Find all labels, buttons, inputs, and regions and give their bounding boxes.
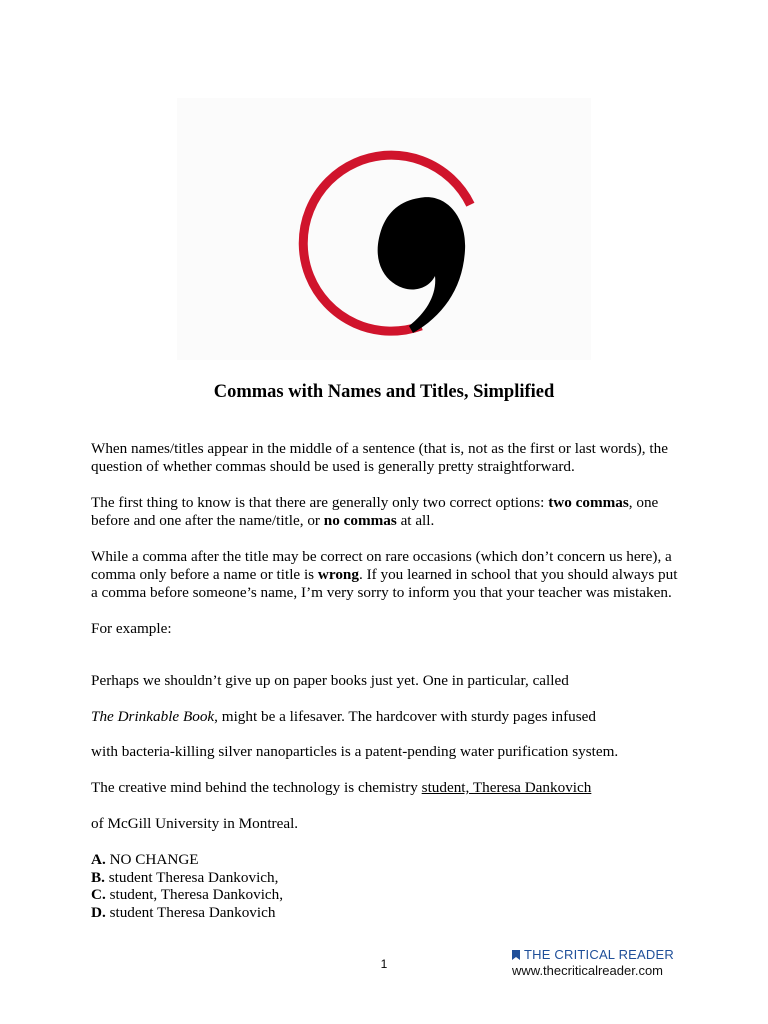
book-title: The Drinkable Book (91, 708, 215, 725)
passage-line-1: Perhaps we shouldn’t give up on paper books just yet. One in particular, called (91, 672, 569, 689)
text-span: at all. (396, 512, 435, 529)
answer-text: student Theresa Dankovich, (104, 868, 279, 886)
answer-text: student Theresa Dankovich (105, 903, 276, 921)
intro-paragraph-4 (91, 620, 681, 638)
page-title: Commas with Names and Titles, Simplified (213, 382, 555, 402)
text-span: , one before and one after the name/title, or (91, 494, 659, 529)
intro-paragraph-3 (91, 548, 681, 602)
page-number: 1 (380, 957, 388, 971)
intro-text-3 (91, 548, 681, 602)
brand-bookmark-icon (512, 950, 520, 960)
text-span: The first thing to know is that there are generally only two correct options: (91, 494, 549, 511)
answer-text: student, Theresa Dankovich, (105, 886, 284, 903)
intro-paragraph-2 (91, 494, 681, 530)
intro-text-1: When names/titles appear in the middle of a sentence (that is, not as the first or last words), the question of whether commas should be used is generally pretty straightforward. (91, 440, 668, 475)
answer-choice-c[interactable] (91, 886, 681, 904)
bold-two-commas: two commas (548, 494, 629, 511)
brand-name: THE CRITICAL READER (524, 947, 674, 962)
brand-url-link[interactable]: www.thecriticalreader.com (512, 963, 663, 978)
bold-no-commas: no commas (323, 512, 397, 529)
passage-line-2 (91, 708, 596, 726)
answer-choices (91, 851, 681, 921)
for-example-label: For example: (91, 620, 172, 637)
passage-line-3: with bacteria-killing silver nanoparticles is a patent-pending water purification system. (91, 743, 619, 760)
answer-letter: B. (91, 868, 105, 886)
logo-panel (177, 98, 591, 360)
text-span: , might be a lifesaver. The hardcover with sturdy pages infused (214, 708, 597, 725)
answer-letter: C. (91, 886, 106, 903)
brand-name-row (512, 947, 674, 962)
passage-line-4 (91, 779, 591, 797)
bold-wrong: wrong (317, 566, 359, 583)
underlined-question-text: student, Theresa Dankovich (421, 779, 592, 796)
answer-choice-b[interactable] (91, 869, 681, 887)
text-span: . If you learned in school that you should always put a comma before someone’s name, I’m very sorry to inform you that your teacher was mistaken. (91, 566, 678, 601)
answer-letter: A. (91, 851, 106, 868)
intro-paragraph-1 (91, 440, 681, 476)
passage-line-5: of McGill University in Montreal. (91, 815, 299, 832)
answer-letter: D. (91, 903, 106, 921)
intro-text-2 (91, 494, 681, 530)
answer-choice-d[interactable] (91, 904, 681, 922)
text-span: While a comma after the title may be correct on rare occasions (which don’t concern us here), a comma only before a name or title is (91, 548, 672, 583)
brand-footer (512, 947, 674, 978)
text-span: The creative mind behind the technology is chemistry (91, 779, 422, 796)
answer-choice-a[interactable] (91, 851, 681, 869)
answer-text: NO CHANGE (105, 851, 199, 868)
comma-circle-logo-icon (177, 98, 591, 360)
